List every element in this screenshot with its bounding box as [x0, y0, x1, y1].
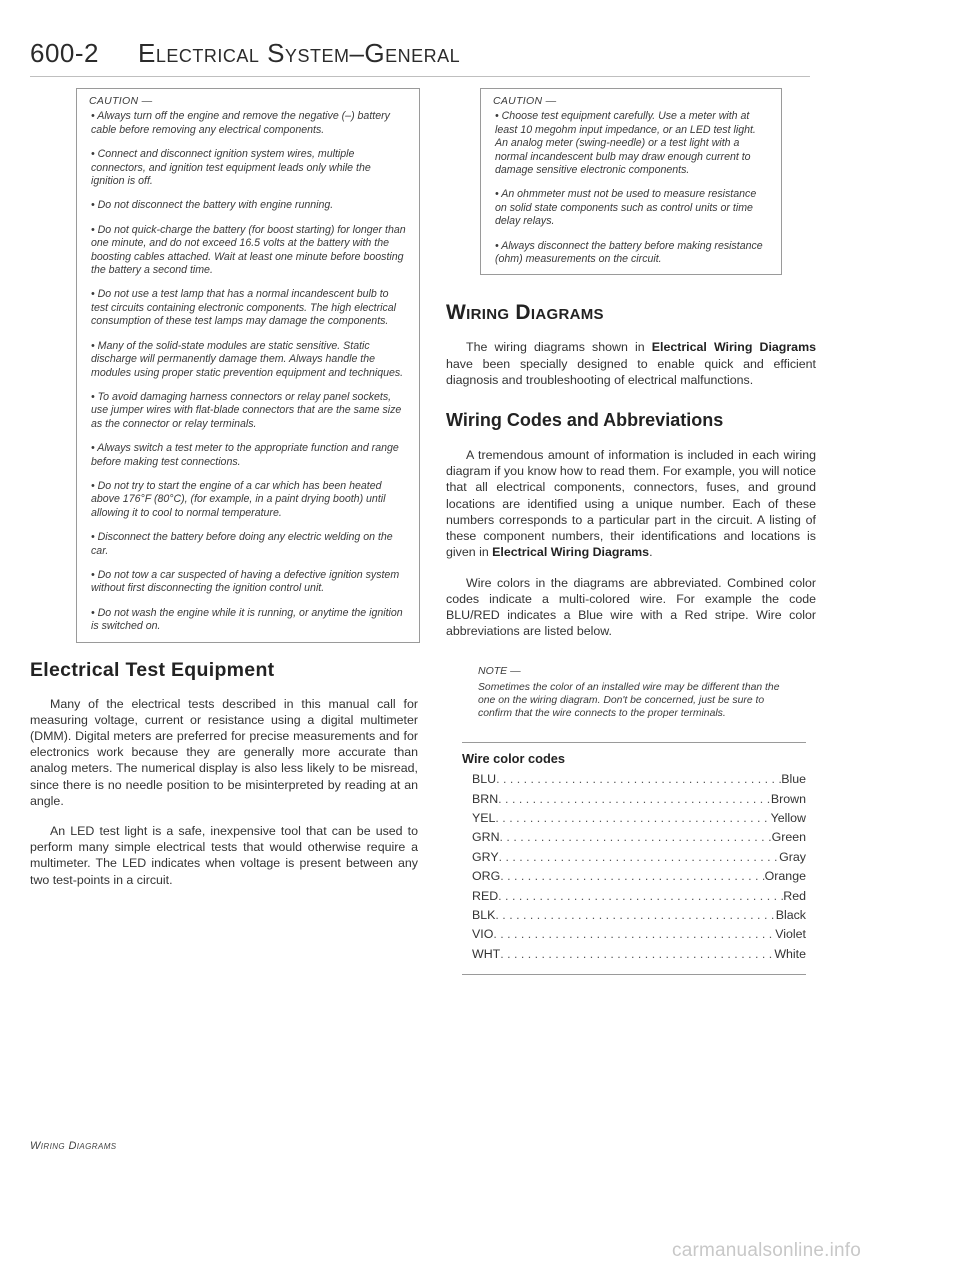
wire-color-row: [462, 770, 806, 789]
wiring-codes-paragraph: Wire colors in the diagrams are abbreviated. Combined color codes indicate a multi-colored wire. For example the code BLU/RED indicates a Blue wire with a Red stripe. Wire color abbreviations are listed below.: [446, 575, 816, 639]
right-column: [446, 88, 816, 975]
wire-code: WHT: [472, 946, 501, 961]
section-title: Electrical System–General: [138, 38, 461, 68]
wiring-codes-heading: Wiring Codes and Abbreviations: [446, 410, 724, 431]
wire-code: YEL: [472, 810, 496, 825]
wiring-diagrams-heading: Wiring Diagrams: [446, 301, 604, 325]
caution-item: • Choose test equipment carefully. Use a meter with at least 10 megohm input impedance, or an LED test light. An analog meter (swing-needle) or a test light with a normal incandescent bulb may draw enough current to damage sensitive electronic components.: [495, 110, 756, 177]
wire-color-name: Red: [783, 888, 806, 903]
caution-title: CAUTION —: [89, 95, 153, 107]
caution-item: • Disconnect the battery before doing any electric welding on the car.: [91, 531, 393, 557]
wire-color-name: Yellow: [770, 810, 806, 825]
caution-item: • Always disconnect the battery before making resistance (ohm) measurements on the circuit.: [495, 239, 763, 266]
caution-item: • Always switch a test meter to the appropriate function and range before making test connections.: [91, 442, 399, 468]
caution-item: • Do not try to start the engine of a car which has been heated above 176°F (80°C), (for example, in a paint drying booth) until allowing it to cool to normal temperature.: [91, 479, 386, 519]
wire-color-name: Blue: [781, 772, 806, 787]
caution-item: • Many of the solid-state modules are static sensitive. Static discharge will permanently damage them. Always handle the modules using proper static prevention equipment and techniques.: [91, 339, 404, 379]
wire-color-name: Black: [775, 907, 806, 922]
caution-item: • Do not quick-charge the battery (for boost starting) for longer than one minute, and do not exceed 16.5 volts at the battery with the boosting cables attached. Wait at least one minute before boosting the battery a second time.: [91, 223, 406, 277]
page-footer: Wiring Diagrams: [30, 1140, 117, 1152]
note-block: [478, 665, 796, 720]
wire-color-row: [462, 790, 806, 809]
xref-electrical-wiring-diagrams: Electrical Wiring Diagrams: [651, 340, 816, 355]
wire-code: BLK: [472, 907, 496, 922]
wire-color-row: [462, 809, 806, 828]
wire-code: GRY: [472, 849, 499, 864]
test-equipment-heading: Electrical Test Equipment: [30, 658, 275, 681]
wire-color-name: Brown: [770, 791, 806, 806]
caution-box-left: [76, 88, 420, 643]
left-column: [30, 88, 418, 888]
watermark: carmanualsonline.info: [672, 1240, 862, 1261]
wire-color-name: Green: [771, 830, 806, 845]
wire-color-row: [462, 848, 806, 867]
wire-color-name: White: [774, 946, 806, 961]
note-text: Sometimes the color of an installed wire may be different than the one on the wiring diagram. Don't be concerned, just be sure to confirm that the wire connects to the proper terminals.: [478, 681, 780, 719]
test-equipment-paragraph: Many of the electrical tests described in this manual call for measuring voltage, current or resistance using a digital multimeter (DMM). Digital meters are preferred for precise measurements and for electronics work because they are generally more accurate than analog meters. The numerical display is also less likely to be misread, since there is no needle position to be misinterpreted by reading at an angle.: [30, 696, 418, 808]
page-number: 600-2: [30, 38, 99, 68]
test-equipment-paragraph: An LED test light is a safe, inexpensive tool that can be used to perform many simple electrical tests that would otherwise require a multimeter. The LED indicates when voltage is present between any two test-points in a circuit.: [30, 824, 418, 887]
wire-color-name: Orange: [764, 869, 806, 884]
caution-box-right: [480, 88, 782, 275]
wire-color-codes-title: Wire color codes: [462, 751, 565, 767]
caution-item: • To avoid damaging harness connectors or relay panel sockets, use jumper wires with flat-blade connectors that are the same size as the connector or relay terminals.: [91, 390, 402, 430]
wire-color-row: [462, 945, 806, 964]
caution-item: • Do not wash the engine while it is running, or anytime the ignition is switched on.: [91, 606, 403, 633]
wire-color-row: [462, 925, 806, 944]
caution-item: • An ohmmeter must not be used to measure resistance on solid state components such as control units or time delay relays.: [495, 188, 757, 228]
wire-code: VIO: [472, 927, 494, 942]
caution-item: • Always turn off the engine and remove the negative (–) battery cable before removing any electrical components.: [91, 110, 390, 136]
wiring-diagrams-paragraph: The wiring diagrams shown in Electrical Wiring Diagrams have been specially designed to enable quick and efficient diagnosis and troubleshooting of electrical malfunctions.: [446, 340, 816, 387]
xref-electrical-wiring-diagrams: Electrical Wiring Diagrams: [492, 545, 650, 560]
wire-color-name: Gray: [779, 849, 806, 864]
wire-code: GRN: [472, 830, 500, 845]
wire-code: RED: [472, 888, 499, 903]
caution-item: • Do not use a test lamp that has a normal incandescent bulb to test circuits containing electronic components. The high electrical consumption of these test lamps may damage the components.: [91, 288, 397, 328]
caution-item: • Do not disconnect the battery with engine running.: [91, 199, 334, 212]
wire-color-row: [462, 828, 806, 847]
wire-color-row: [462, 867, 806, 886]
wire-code: BRN: [472, 791, 499, 806]
caution-item: • Connect and disconnect ignition system wires, multiple connectors, and ignition test equipment leads only while the ignition is off.: [91, 148, 371, 188]
caution-item: • Do not tow a car suspected of having a defective ignition system without first disconnecting the ignition control unit.: [91, 568, 400, 595]
wire-color-row: [462, 887, 806, 906]
wire-color-name: Violet: [775, 927, 806, 942]
page-header: [30, 38, 810, 78]
wire-color-codes-table: [462, 742, 806, 975]
caution-title: CAUTION —: [493, 95, 557, 107]
wire-color-row: [462, 906, 806, 925]
note-title: NOTE —: [478, 665, 521, 678]
wire-code: BLU: [472, 772, 497, 787]
header-rule: [30, 76, 810, 77]
wire-code: ORG: [472, 869, 501, 884]
wiring-codes-paragraph: A tremendous amount of information is included in each wiring diagram if you know how to read them. For example, you will notice that all electrical components, connectors, fuses, and ground locations are identified using a unique number. Each of these numbers corresponds to a particular part in the circuit. A listing of these component numbers, their identifications and locations is given in Electrical Wiring Diagrams.: [446, 448, 816, 560]
